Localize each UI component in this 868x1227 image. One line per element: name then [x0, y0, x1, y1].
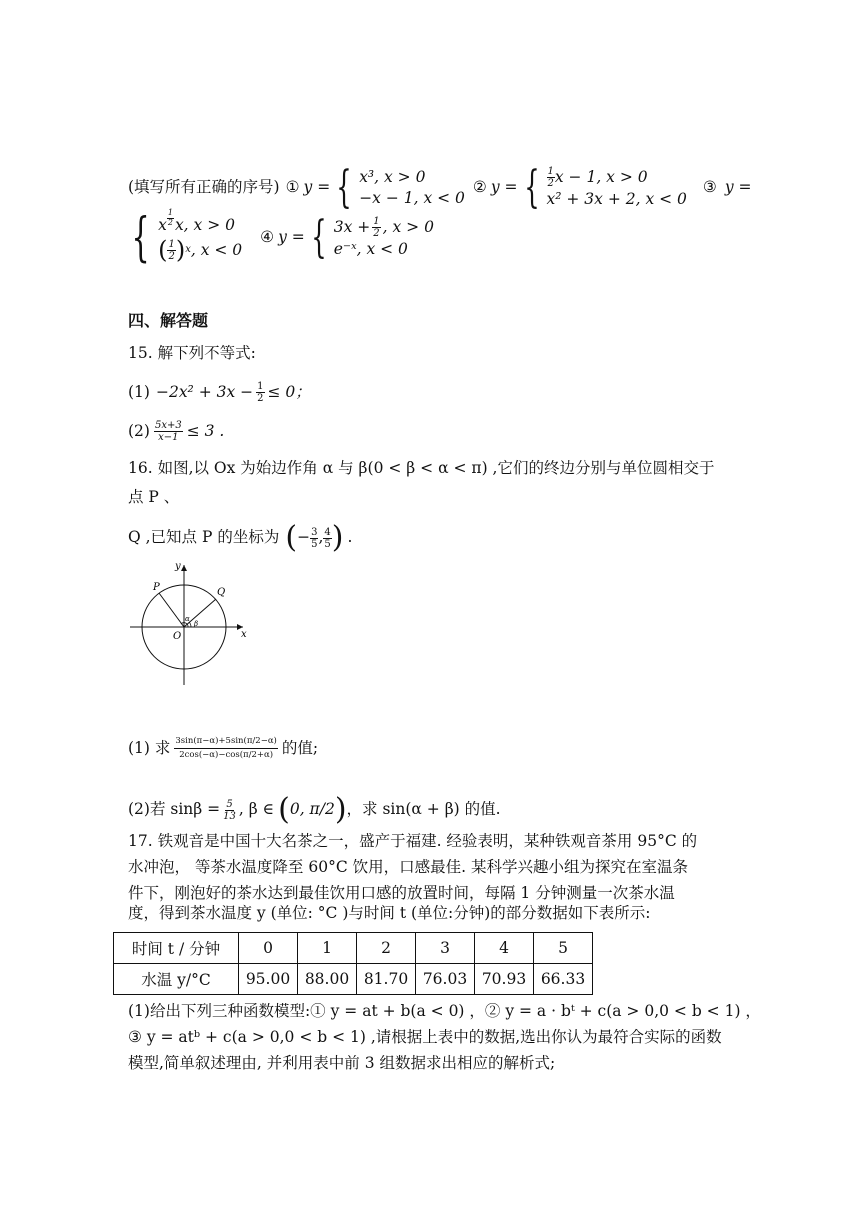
q16-p2-c: ，求 sin(α + β) 的值. [346, 800, 501, 819]
q16-frac-y: $\frac{4}{5}$ [324, 526, 331, 550]
opt4-case1-a: 3x + [333, 218, 371, 237]
y-axis-arrow [181, 565, 187, 571]
q16-p1-tail: 的值; [281, 739, 319, 758]
opt4-frac: $\frac{1}{2}$ [373, 216, 380, 240]
table-header-temp: 水温 y/°C [114, 964, 239, 995]
ray-op [159, 593, 184, 627]
q15-p2-tail: ≤ 3 . [186, 421, 225, 440]
opt3-y-eq: y = [724, 178, 752, 197]
q16-line3-end: . [347, 528, 353, 547]
opt3-base-frac: $\frac{1}{2}$ [168, 238, 175, 262]
q17-p1-line1: (1)给出下列三种函数模型:① y = at + b(a < 0) ，② y = a · bᵗ + c(a > 0,0 < b < 1) ， [128, 1002, 761, 1020]
q16-minus: − [297, 528, 311, 547]
opt3-piecewise: { x $\frac{1}{2}$ x, x > 0 ( $\frac{1}{2}$ ) x , x < 0 [131, 208, 243, 268]
table-header-time: 时间 t / 分钟 [114, 933, 239, 964]
q16-p2-interval: 0, π/2 [289, 800, 335, 819]
q14-options-line2 [124, 208, 434, 268]
table-cell: 2 [357, 933, 416, 964]
q16-p1-den: 2cos(−α)−cos(π/2+α) [179, 750, 274, 761]
table-cell: 5 [534, 933, 593, 964]
unit-circle-figure [125, 555, 255, 690]
label-q: Q [217, 587, 226, 598]
q15-p1-frac: $\frac{1}{2}$ [257, 381, 264, 404]
q14-prefix: (填写所有正确的序号) [128, 178, 280, 197]
q16-line2: 点 P 、 [128, 488, 180, 506]
q15-part1 [128, 381, 311, 404]
table-cell: 70.93 [475, 964, 534, 995]
opt2-piecewise: { $\frac{1}{2}$ x − 1, x > 0 x² + 3x + 2, x < 0 [523, 162, 687, 213]
opt2-case2: x² + 3x + 2, x < 0 [546, 190, 687, 209]
table-cell: 95.00 [239, 964, 298, 995]
q16-p1-num: 3sin(π−α)+5sin(π/2−α) [174, 737, 277, 749]
q15-p1-expr: −2x² + 3x − [155, 382, 254, 401]
q16-part1 [128, 737, 318, 761]
opt4-case1-b: , x > 0 [382, 218, 434, 237]
q15-part2 [128, 420, 224, 443]
opt1-case2: −x − 1, x < 0 [359, 189, 465, 207]
q16-frac-x: $\frac{3}{5}$ [311, 526, 318, 550]
section-heading: 四、解答题 [128, 311, 209, 330]
opt3-case1: x, x > 0 [174, 216, 235, 235]
opt2-y-eq: y = [490, 178, 518, 197]
q14-options-line1 [128, 162, 752, 213]
table-cell: 1 [298, 933, 357, 964]
q16-line3: Q ,已知点 P 的坐标为 ( − $\frac{3}{5}$ , $\frac{4}{5}$ ) . [128, 520, 353, 555]
table-cell: 0 [239, 933, 298, 964]
q16-p2-b: , β ∈ [238, 800, 275, 819]
q17-line4: 度，得到茶水温度 y (单位: °C )与时间 t (单位:分钟)的部分数据如下表所示: [128, 904, 651, 922]
label-x: x [241, 629, 247, 640]
table-cell: 3 [416, 933, 475, 964]
q15-p1-label: (1) [128, 382, 150, 401]
opt2-case1: x − 1, x > 0 [554, 168, 648, 187]
opt4-piecewise: { 3x + $\frac{1}{2}$ , x > 0 e⁻ˣ, x < 0 [311, 212, 434, 263]
label-beta: β [194, 620, 199, 628]
opt3-case2: , x < 0 [190, 241, 243, 259]
table-row-time [114, 933, 593, 964]
opt1-case1: x³, x > 0 [359, 168, 426, 187]
opt2-frac: $\frac{1}{2}$ [547, 166, 554, 190]
opt2-label: ② [472, 178, 487, 197]
opt4-case2: e⁻ˣ, x < 0 [333, 240, 408, 259]
q16-p2-frac: $\frac{5}{13}$ [223, 798, 236, 822]
table-cell: 81.70 [357, 964, 416, 995]
q16-p1-frac [174, 737, 277, 761]
label-y: y [175, 561, 181, 572]
q15-p1-tail: ≤ 0； [267, 382, 311, 401]
q17-line1: 17. 铁观音是中国十大名茶之一，盛产于福建. 经验表明，某种铁观音茶用 95°C 的 [128, 832, 698, 850]
q17-line2: 水冲泡， 等茶水温度降至 60°C 饮用，口感最佳. 某科学兴趣小组为探究在室温条 [128, 858, 688, 876]
opt4-label: ④ [260, 228, 275, 247]
q16-p1-label: (1) 求 [128, 739, 171, 758]
opt1-label: ① [285, 178, 300, 197]
label-p: P [153, 582, 160, 593]
label-alpha: α [185, 615, 190, 623]
q15-p2-frac: $\frac{5x+3}{x-1}$ [154, 420, 182, 443]
table-cell: 76.03 [416, 964, 475, 995]
table-cell: 66.33 [534, 964, 593, 995]
label-o: O [173, 631, 182, 642]
q15-p2-label: (2) [128, 421, 150, 440]
table-cell: 88.00 [298, 964, 357, 995]
opt3-label: ③ [702, 178, 717, 197]
table-cell: 4 [475, 933, 534, 964]
q16-p2-a: (2)若 sinβ = [128, 800, 221, 819]
q17-p1-line2: ③ y = atᵇ + c(a > 0,0 < b < 1) ,请根据上表中的数据,选出你认为最符合实际的函数 [128, 1028, 722, 1046]
q17-line3: 件下，刚泡好的茶水达到最佳饮用口感的放置时间，每隔 1 分钟测量一次茶水温 [128, 884, 675, 902]
q16-part2: (2)若 sinβ = $\frac{5}{13}$ , β ∈ ( 0, π/2 ) ，求 sin(α + β) 的值. [128, 792, 501, 827]
q16-line3-text: Q ,已知点 P 的坐标为 [128, 528, 280, 547]
q16-line1: 16. 如图,以 Ox 为始边作角 α 与 β(0 < β < α < π) ,它们的终边分别与单位圆相交于 [128, 459, 715, 477]
opt4-y-eq: y = [278, 228, 305, 247]
q17-p1-line3: 模型,简单叙述理由, 并利用表中前 3 组数据求出相应的解析式; [128, 1054, 556, 1072]
opt1-y-eq: y = [303, 178, 331, 197]
q15-title: 15. 解下列不等式: [128, 344, 256, 362]
table-row-temp [114, 964, 593, 995]
opt3-exp-frac: $\frac{1}{2}$ [167, 208, 173, 227]
opt1-piecewise: { x³, x > 0 −x − 1, x < 0 [336, 162, 465, 213]
data-table [113, 932, 593, 995]
